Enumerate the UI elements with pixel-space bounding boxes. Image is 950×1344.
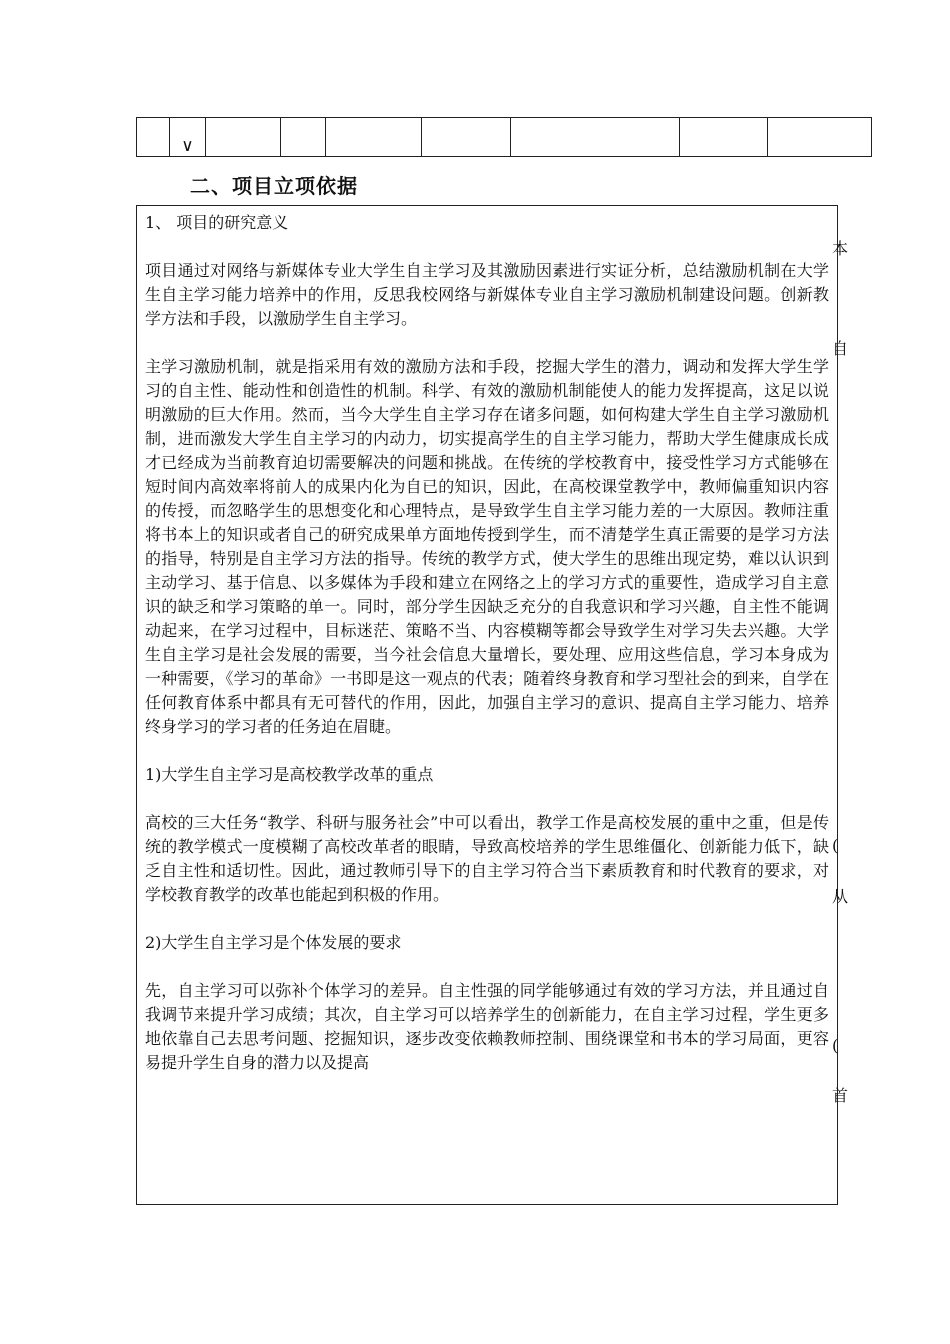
table-cell [326, 118, 422, 157]
content-body [137, 206, 837, 1075]
margin-char: 本 [832, 239, 849, 258]
content-box [136, 205, 838, 1205]
paragraph-1: 项目通过对网络与新媒体专业大学生自主学习及其激励因素进行实证分析，总结激励机制在大学生自主学习能力培养中的作用，反思我校网络与新媒体专业自主学习激励机制建设问题。创新教学方法和手段，以激励学生自主学习。 [145, 261, 829, 328]
table-cell [206, 118, 281, 157]
subtitle-research-significance: 1、 项目的研究意义 [145, 213, 289, 232]
paragraph-3: 高校的三大任务“教学、科研与服务社会”中可以看出，教学工作是高校发展的重中之重，但是传统的教学模式一度模糊了高校改革者的眼睛，导致高校培养的学生思维僵化、创新能力低下，缺乏自主性和适切性。因此，通过教师引导下的自主学习符合当下素质教育和时代教育的要求，对学校教育教学的改革也能起到积极的作用。 [145, 813, 829, 904]
paragraph-4: 先，自主学习可以弥补个体学习的差异。自主性强的同学能够通过有效的学习方法，并且通过自我调节来提升学习成绩；其次，自主学习可以培养学生的创新能力，在自主学习过程，学生更多地依靠自己去思考问题、挖掘知识，逐步改变依赖教师控制、围绕课堂和书本的学习局面，更容易提升学生自身的潜力以及提高 [145, 981, 829, 1072]
table-cell [511, 118, 680, 157]
margin-char: 首 [832, 1086, 849, 1105]
subtitle-teaching-reform: 1)大学生自主学习是高校教学改革的重点 [145, 765, 434, 784]
section-heading: 二、项目立项依据 [190, 174, 358, 198]
paragraph-2: 主学习激励机制，就是指采用有效的激励方法和手段，挖掘大学生的潜力，调动和发挥大学生学习的自主性、能动性和创造性的机制。科学、有效的激励机制能使人的能力发挥提高，这足以说明激励的巨大作用。然而，当今大学生自主学习存在诸多问题，如何构建大学生自主学习激励机制，进而激发大学生自主学习的内动力，切实提高学生的自主学习能力，帮助大学生健康成长成才已经成为当前教育迫切需要解决的问题和挑战。在传统的学校教育中，接受性学习方式能够在短时间内高效率将前人的成果内化为自已的知识，因此，在高校课堂教学中，教师偏重知识内容的传授，而忽略学生的思想变化和心理特点，是导致学生自主学习能力差的一大原因。教师注重将书本上的知识或者自己的研究成果单方面地传授到学生，而不清楚学生真正需要的是学习方法的指导，特别是自主学习方法的指导。传统的教学方式，使大学生的思维出现定势，难以认识到主动学习、基于信息、以多媒体为手段和建立在网络之上的学习方式的重要性，造成学习自主意识的缺乏和学习策略的单一。同时，部分学生因缺乏充分的自我意识和学习兴趣，自主性不能调动起来，在学习过程中，目标迷茫、策略不当、内容模糊等都会导致学生对学习失去兴趣。大学生自主学习是社会发展的需要，当今社会信息大量增长，要处理、应用这些信息，学习本身成为一种需要，《学习的革命》一书即是这一观点的代表；随着终身教育和学习型社会的到来，自学在任何教育体系中都具有无可替代的作用，因此，加强自主学习的意识、提高自主学习能力、培养终身学习的学习者的任务迫在眉睫。 [145, 357, 829, 736]
margin-char: 从 [832, 887, 849, 906]
subtitle-individual-development: 2)大学生自主学习是个体发展的要求 [145, 933, 402, 952]
table-cell [281, 118, 326, 157]
margin-char: 自 [832, 339, 849, 358]
checkmark-cell: ∨ [170, 118, 206, 157]
margin-char: ( [832, 836, 839, 855]
table-cell [768, 118, 872, 157]
table-cell [680, 118, 768, 157]
top-checkbox-table [136, 117, 872, 157]
table-cell [422, 118, 511, 157]
margin-char: ( [832, 1036, 839, 1055]
table-cell [137, 118, 170, 157]
